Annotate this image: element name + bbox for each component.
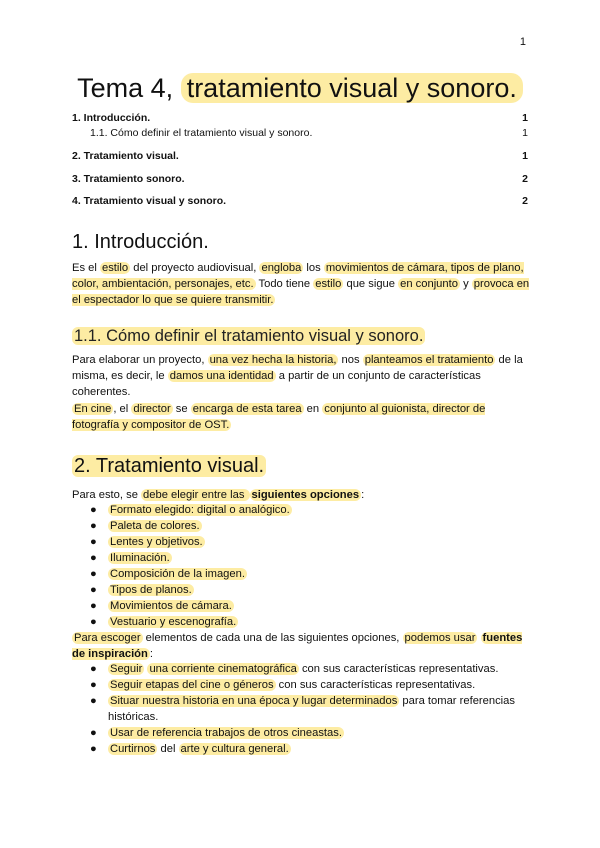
highlighted-text: Seguir etapas del cine o géneros <box>110 679 274 691</box>
list-item <box>72 598 532 614</box>
highlighted-text: podemos usar <box>404 632 476 644</box>
text-run: de la misma, es decir, le <box>72 354 523 382</box>
section-introduccion-paragraph <box>72 260 530 308</box>
highlighted-text: Usar de referencia trabajos de otros cineastas. <box>110 727 342 739</box>
toc-entry-text: 1.1. Cómo definir el tratamiento visual y sonoro. <box>90 127 313 139</box>
text-run: : <box>361 489 365 501</box>
list-item <box>72 566 532 582</box>
list-item <box>72 661 532 677</box>
highlighted-text: Seguir <box>110 663 143 675</box>
toc-entry[interactable] <box>72 112 528 126</box>
bullet-icon: ● <box>90 600 97 612</box>
page-number: 1 <box>519 36 526 48</box>
bullet-icon: ● <box>90 695 97 707</box>
highlighted-text: damos una identidad <box>169 370 274 382</box>
bullet-icon: ● <box>90 663 97 675</box>
toc-entry-page: 1 <box>522 127 528 139</box>
list-item <box>72 550 532 566</box>
subsection-heading-definir <box>72 325 425 347</box>
text-run: : <box>149 648 153 660</box>
list-item-text: Paleta de colores. <box>110 520 200 532</box>
text-run: con sus características representativas. <box>275 679 476 691</box>
text-run: para tomar referencias históricas. <box>108 695 515 723</box>
text-run: que sigue <box>343 278 399 290</box>
bullet-icon: ● <box>90 584 97 596</box>
list-item <box>72 502 532 518</box>
toc-entry-text: 1. Introducción. <box>72 112 151 124</box>
bullet-icon: ● <box>90 743 97 755</box>
text-run: Es el <box>72 262 100 274</box>
highlighted-text: planteamos el tratamiento <box>364 354 494 366</box>
text-run: del proyecto audiovisual, <box>130 262 260 274</box>
text-run: del <box>157 743 179 755</box>
list-item <box>72 582 532 598</box>
list-item-text: Vestuario y escenografía. <box>110 616 237 628</box>
list-item-text: Movimientos de cámara. <box>110 600 232 612</box>
list-item-text: Formato elegido: digital o analógico. <box>110 504 290 516</box>
highlighted-text: en conjunto <box>400 278 458 290</box>
highlighted-text: director <box>133 403 171 415</box>
subsection-paragraph-1 <box>72 352 530 400</box>
text-run: Todo tiene <box>255 278 314 290</box>
highlighted-text: una vez hecha la historia, <box>209 354 337 366</box>
bullet-icon: ● <box>90 568 97 580</box>
highlighted-text: conjunto al guionista, director de fotografía y compositor de OST. <box>72 403 486 431</box>
toc-entry-page: 1 <box>522 150 528 162</box>
bullet-icon: ● <box>90 536 97 548</box>
text-run: Para elaborar un proyecto, <box>72 354 208 366</box>
list-item-text: Composición de la imagen. <box>110 568 245 580</box>
section-heading-text: 2. Tratamiento visual. <box>74 455 265 477</box>
text-run: se <box>172 403 191 415</box>
toc-entry[interactable] <box>72 127 528 141</box>
text-run: y <box>459 278 472 290</box>
toc-entry-page: 2 <box>522 195 528 207</box>
bullet-icon: ● <box>90 679 97 691</box>
section-heading-tratamiento-visual <box>72 453 266 479</box>
toc-entry[interactable] <box>72 150 528 164</box>
bullet-icon: ● <box>90 727 97 739</box>
highlighted-text: engloba <box>261 262 302 274</box>
list-item <box>72 741 532 757</box>
text-run: nos <box>338 354 363 366</box>
text-run: a partir de un conjunto de características coherentes. <box>72 370 481 398</box>
highlighted-text: En cine <box>74 403 112 415</box>
toc-entry-text: 3. Tratamiento sonoro. <box>72 173 185 185</box>
title-highlight: tratamiento visual y sonoro. <box>181 73 523 103</box>
text-run: elementos de cada una de las siguientes opciones, <box>142 632 403 644</box>
bullet-icon: ● <box>90 616 97 628</box>
highlighted-text: movimientos de cámara, tipos de plano, color, ambientación, personajes, etc. <box>72 262 524 290</box>
text-run: con sus características representativas. <box>298 663 499 675</box>
toc-entry-page: 2 <box>522 173 528 185</box>
toc-entry-page: 1 <box>522 112 528 124</box>
highlighted-text: estilo <box>101 262 129 274</box>
title-prefix: Tema 4, <box>77 73 181 103</box>
highlighted-text: fuentes de inspiración <box>72 632 523 660</box>
sources-list <box>72 661 532 757</box>
highlighted-text: debe elegir entre las <box>143 489 248 501</box>
highlighted-text: provoca en el espectador lo que se quiere transmitir. <box>72 278 530 306</box>
highlighted-text: siguientes opciones <box>251 489 360 501</box>
subsection-heading-text: 1.1. Cómo definir el tratamiento visual y sonoro. <box>74 327 424 345</box>
highlighted-text: arte y cultura general. <box>180 743 289 755</box>
section-visual-intro-2 <box>72 630 530 662</box>
bullet-icon: ● <box>90 504 97 516</box>
list-item <box>72 693 532 725</box>
list-item <box>72 518 532 534</box>
subsection-paragraph-2 <box>72 401 530 433</box>
list-item-text: Iluminación. <box>110 552 170 564</box>
list-item <box>72 725 532 741</box>
list-item <box>72 534 532 550</box>
toc-entry-text: 2. Tratamiento visual. <box>72 150 179 162</box>
options-list <box>72 502 532 630</box>
highlighted-text: encarga de esta tarea <box>192 403 302 415</box>
list-item <box>72 614 532 630</box>
text-run: los <box>303 262 324 274</box>
toc-entry[interactable] <box>72 173 528 187</box>
section-visual-intro <box>72 487 530 503</box>
bullet-icon: ● <box>90 520 97 532</box>
toc-entry[interactable] <box>72 195 528 209</box>
list-item-text: Tipos de planos. <box>110 584 192 596</box>
text-run: en <box>303 403 323 415</box>
highlighted-text: Curtirnos <box>110 743 156 755</box>
section-heading-introduccion: 1. Introducción. <box>72 231 209 253</box>
highlighted-text: estilo <box>315 278 342 290</box>
list-item <box>72 677 532 693</box>
bullet-icon: ● <box>90 552 97 564</box>
list-item-text: Lentes y objetivos. <box>110 536 203 548</box>
page-title <box>0 70 600 106</box>
highlighted-text: una corriente cinematográfica <box>149 663 297 675</box>
toc-entry-text: 4. Tratamiento visual y sonoro. <box>72 195 227 207</box>
text-run: Para esto, se <box>72 489 142 501</box>
highlighted-text: Situar nuestra historia en una época y lugar determinados <box>110 695 398 707</box>
text-run: , el <box>113 403 132 415</box>
highlighted-text: Para escoger <box>74 632 141 644</box>
